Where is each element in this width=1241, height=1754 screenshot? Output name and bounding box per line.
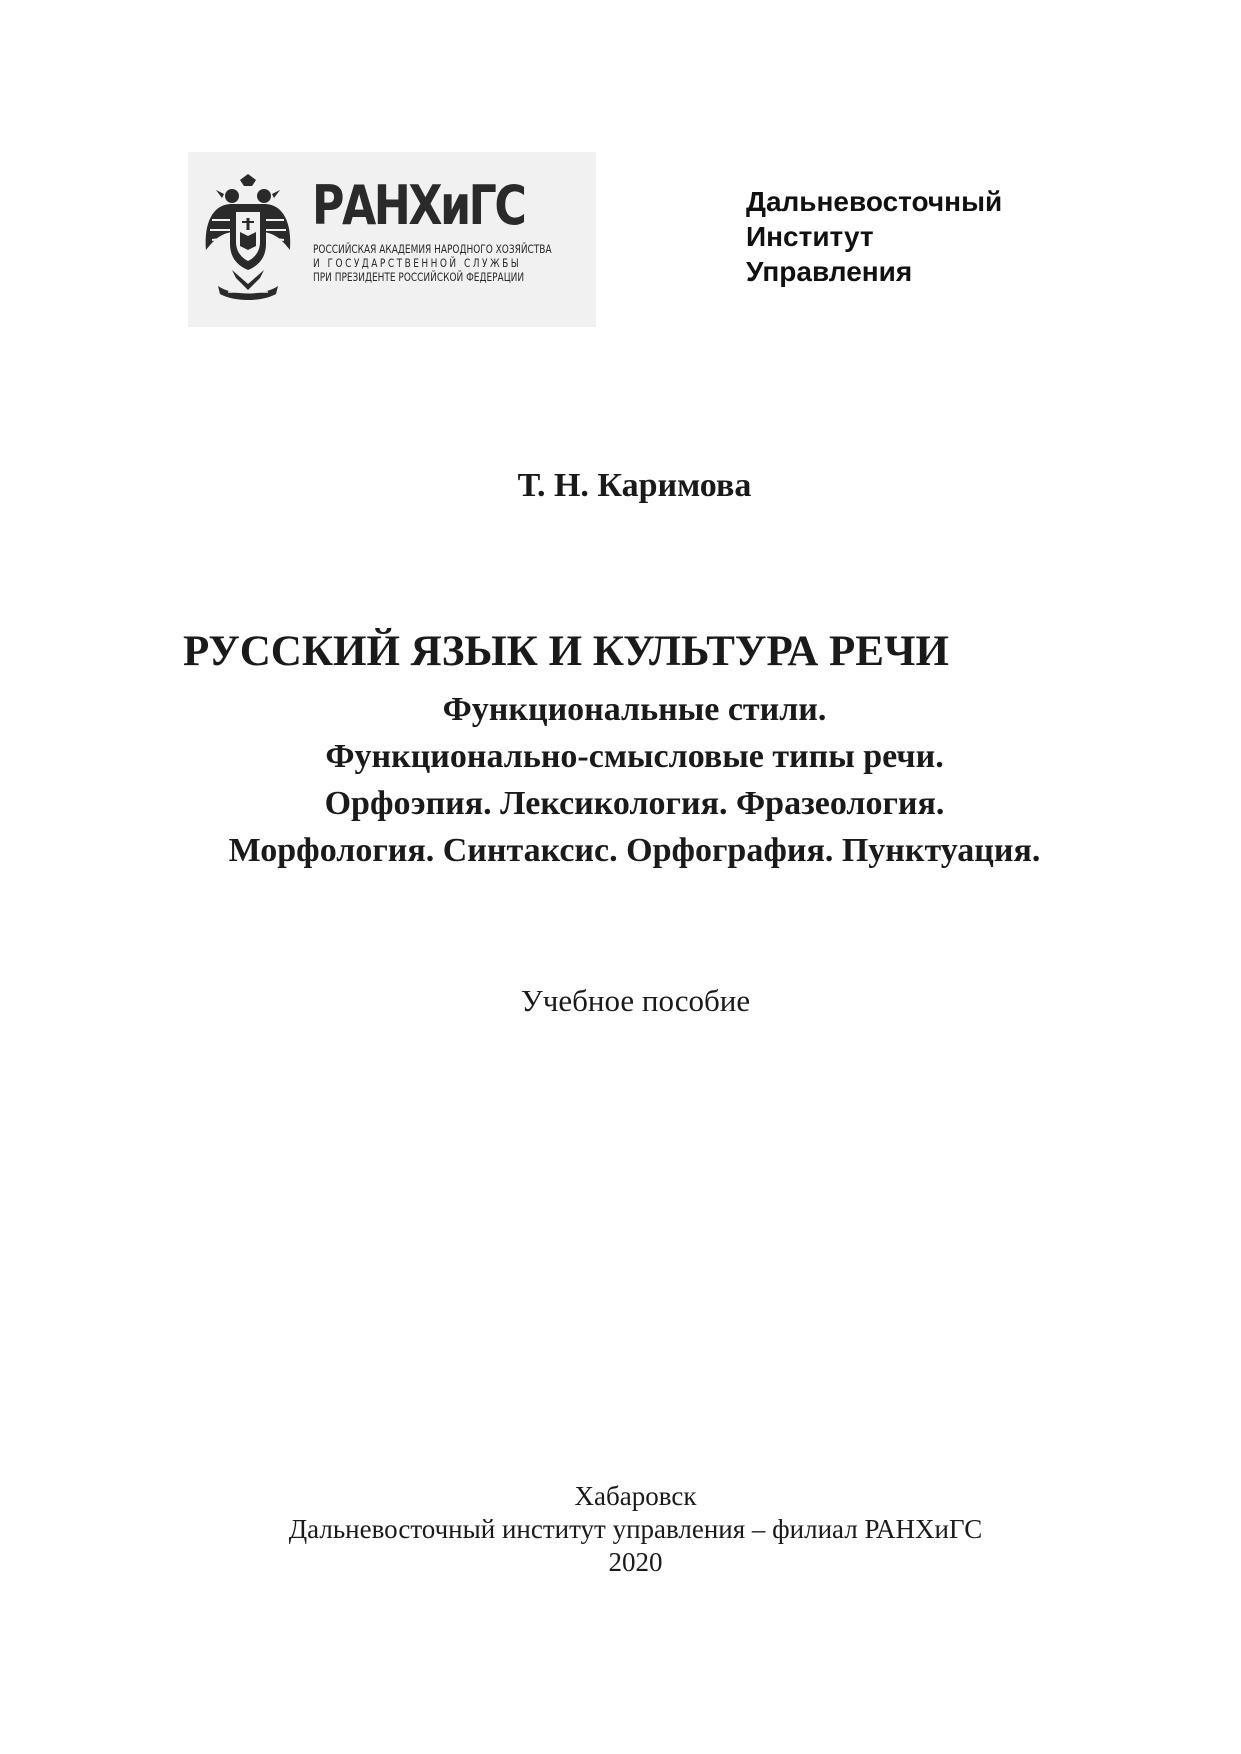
logo-subtitle-line-3: ПРИ ПРЕЗИДЕНТЕ РОССИЙСКОЙ ФЕДЕРАЦИИ — [313, 270, 525, 284]
imprint-publisher: Дальневосточный институт управления – филиал РАНХиГС — [288, 1514, 983, 1544]
imprint-city: Хабаровск — [574, 1481, 697, 1511]
book-subtitle — [0, 686, 1241, 874]
author-name: Т. Н. Каримова — [517, 467, 752, 504]
document-type: Учебное пособие — [520, 983, 751, 1018]
logo-subtitle-line-2: И ГОСУДАРСТВЕННОЙ СЛУЖБЫ — [313, 256, 522, 270]
subtitle-line-3: Орфоэпия. Лексикология. Фразеология. — [324, 785, 945, 822]
institute-name — [746, 184, 1002, 289]
imprint — [0, 1480, 1241, 1579]
double-headed-eagle-emblem-icon — [202, 174, 294, 304]
subtitle-line-4: Морфология. Синтаксис. Орфография. Пунктуация. — [228, 832, 1041, 869]
institute-line-1: Дальневосточный — [746, 186, 1003, 217]
institute-line-3: Управления — [746, 256, 913, 287]
institute-line-2: Институт — [746, 221, 874, 252]
subtitle-line-1: Функциональные стили. — [442, 691, 827, 728]
imprint-year: 2020 — [608, 1547, 663, 1577]
logo-subtitle-line-1: РОССИЙСКАЯ АКАДЕМИЯ НАРОДНОГО ХОЗЯЙСТВА — [313, 242, 552, 256]
ranepa-logo — [188, 152, 596, 327]
subtitle-line-2: Функционально-смысловые типы речи. — [325, 738, 944, 775]
book-title: РУССКИЙ ЯЗЫК И КУЛЬТУРА РЕЧИ — [183, 628, 949, 675]
logo-wordmark: РАНХиГС — [312, 174, 525, 237]
